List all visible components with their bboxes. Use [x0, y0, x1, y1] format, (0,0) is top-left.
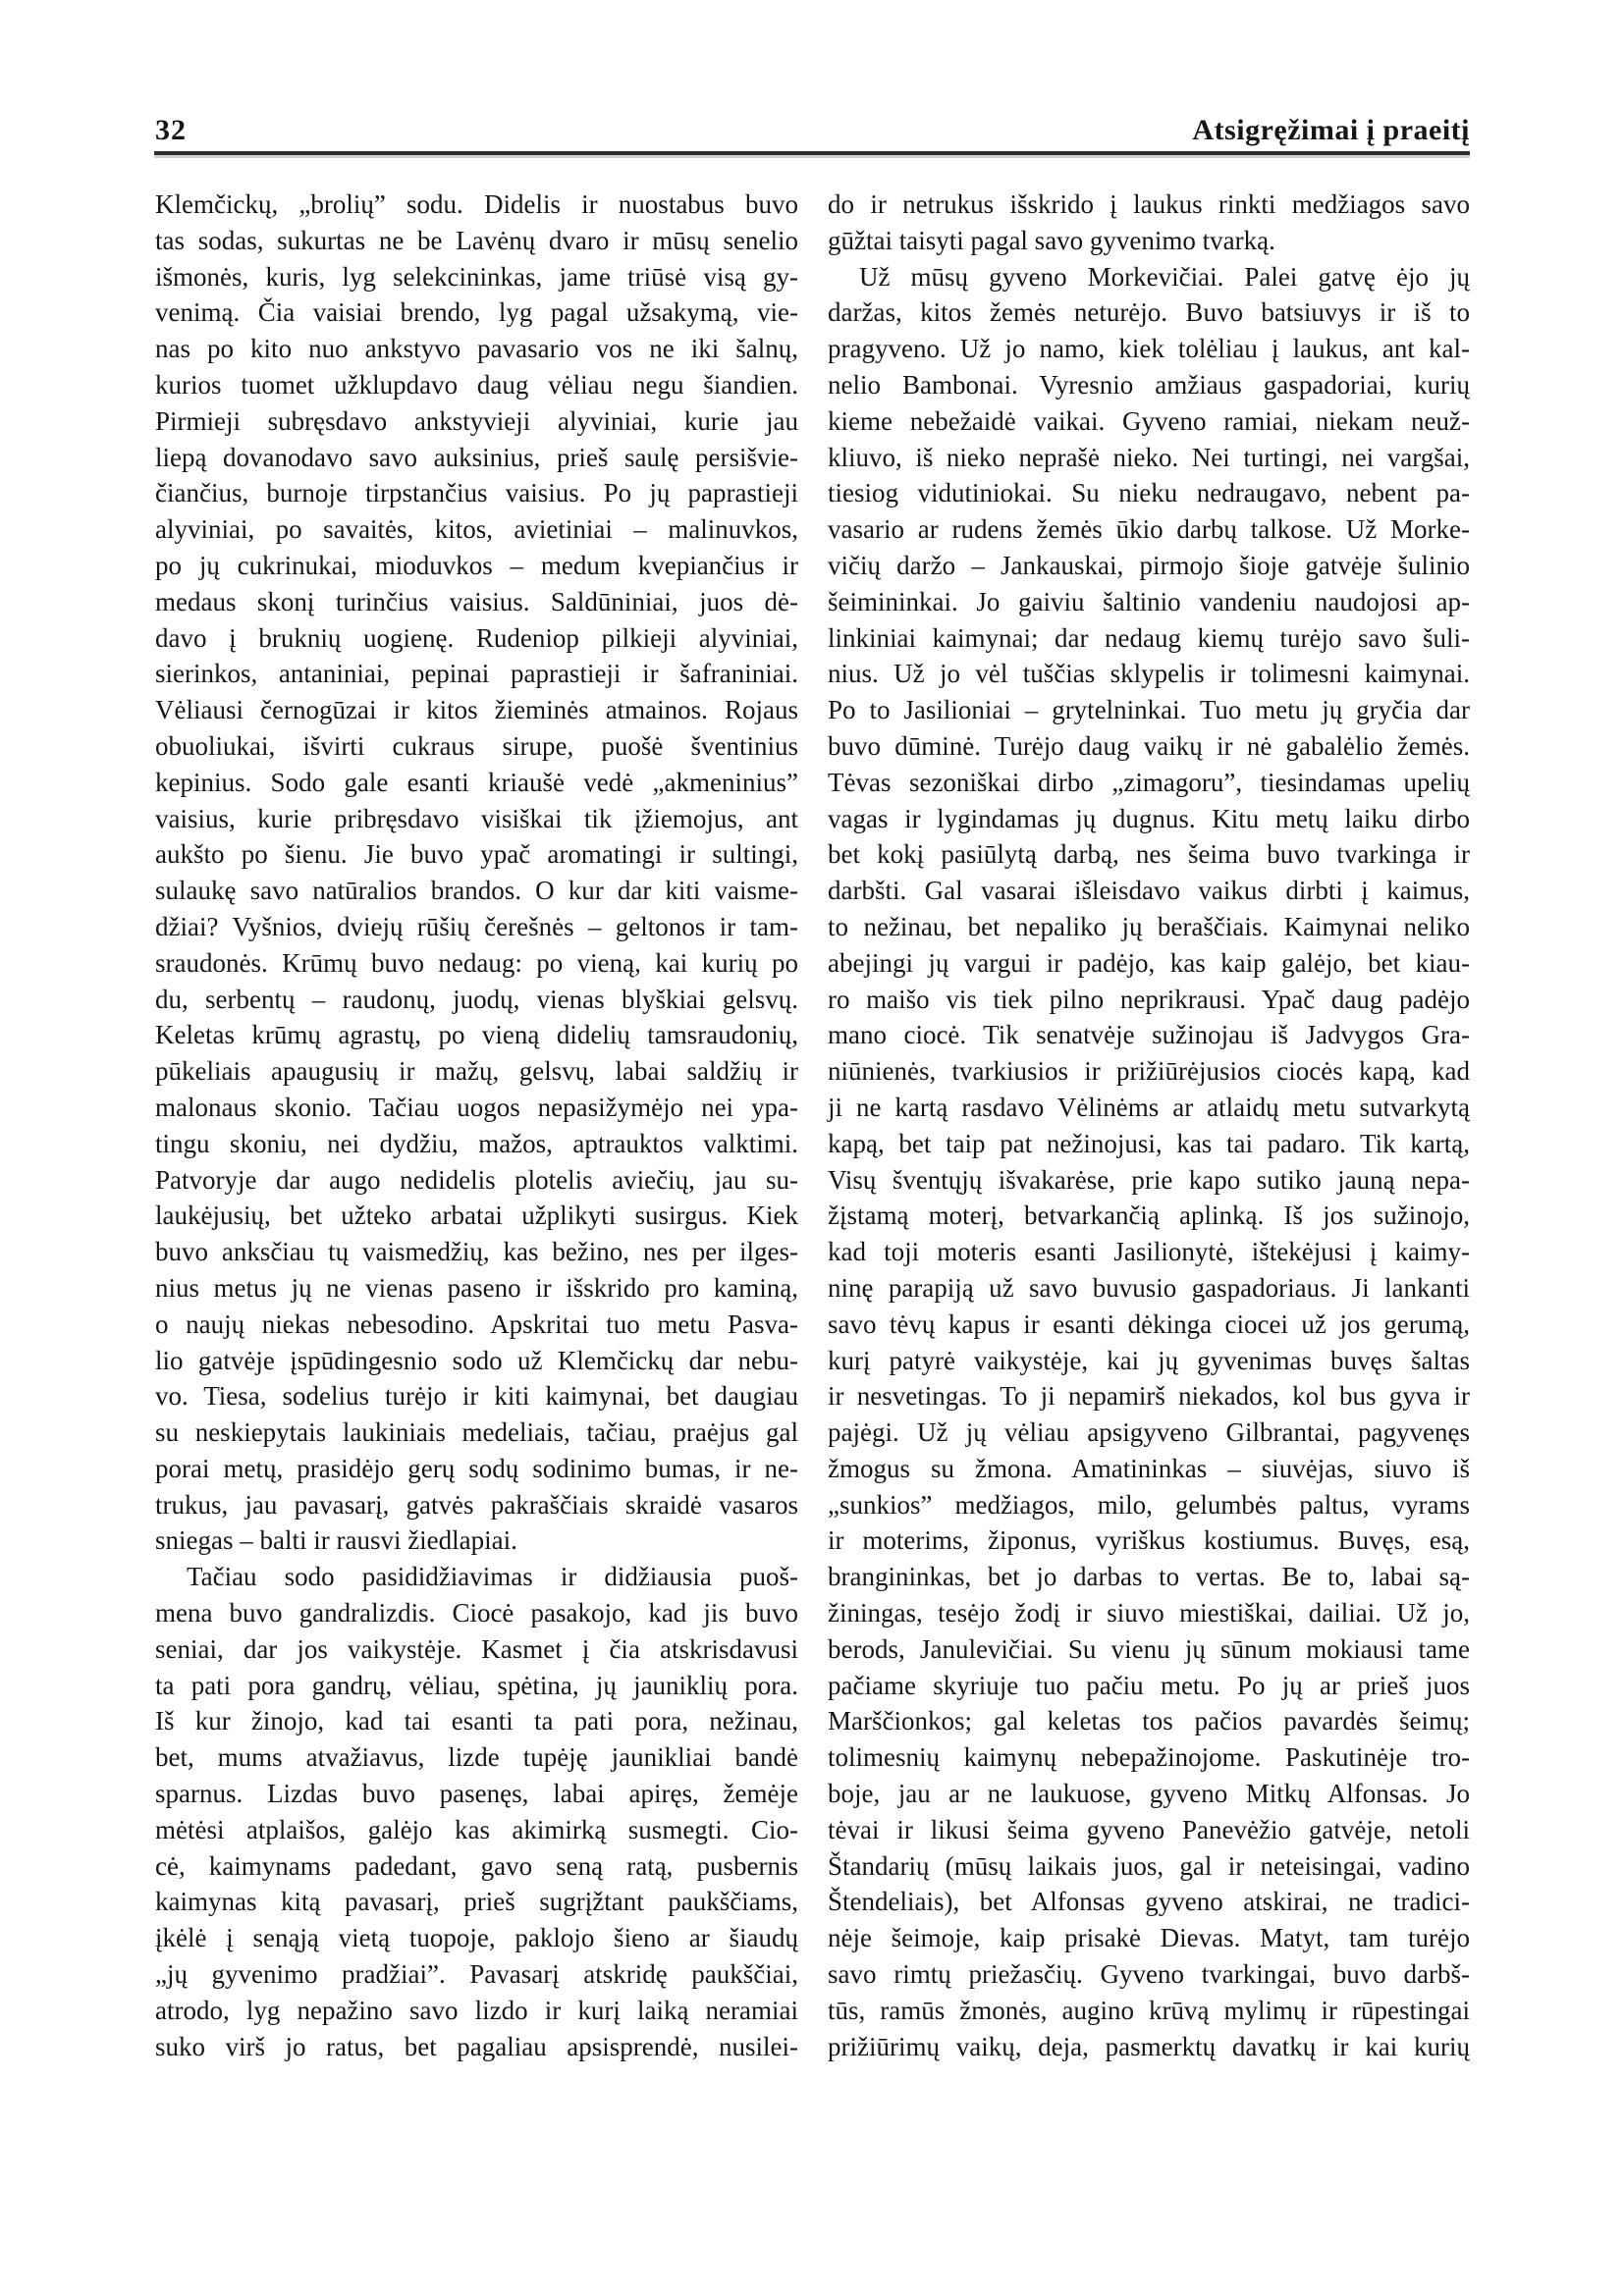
text-line: kliuvo, iš nieko neprašė nieko. Nei turtingi, nei vargšai, [828, 442, 1470, 472]
text-line: „jų gyvenimo pradžiai”. Pavasarį atskridę paukščiai, [155, 1959, 798, 1990]
text-line: žmogus su žmona. Amatininkas – siuvėjas, siuvo iš [828, 1453, 1470, 1483]
text-line: Vėliausi černogūzai ir kitos žieminės atmainos. Rojaus [155, 695, 798, 725]
text-line: to nežinau, bet nepaliko jų beraščiais. Kaimynai neliko [828, 911, 1470, 941]
text-line: du, serbentų – raudonų, juodų, vienas blyškiai gelsvų. [155, 984, 798, 1014]
text-line: su neskiepytais laukiniais medeliais, tačiau, praėjus gal [155, 1417, 798, 1448]
text-line: žįstamą moterį, betvarkančią aplinką. Iš jos sužinojo, [828, 1201, 1470, 1231]
text-line: Patvoryje dar augo nedidelis plotelis aviečių, jau su- [155, 1164, 798, 1195]
text-line: nas po kito nuo ankstyvo pavasario vos ne iki šalnų, [155, 334, 798, 364]
text-line: Štandarių (mūsų laikais juos, gal ir neteisingai, vadino [828, 1850, 1470, 1881]
text-line: išmonės, kuris, lyg selekcininkas, jame triūsė visą gy- [155, 261, 798, 292]
text-line: tiesiog vidutiniokai. Su nieku nedraugavo, nebent pa- [828, 478, 1470, 508]
text-line: sparnus. Lizdas buvo pasenęs, labai apiręs, žemėje [155, 1779, 798, 1809]
text-line: o naujų niekas nebesodino. Apskritai tuo metu Pasva- [155, 1308, 798, 1339]
text-line: kieme nebežaidė vaikai. Gyveno ramiai, niekam neuž- [828, 405, 1470, 436]
text-line: medaus skonį turinčius vaisius. Saldūniniai, juos dė- [155, 586, 798, 616]
text-line: nelio Bambonai. Vyresnio amžiaus gaspadoriai, kurių [828, 369, 1470, 400]
text-line: įkėlė į senąją vietą tuopoje, paklojo šieno ar šiaudų [155, 1923, 798, 1953]
text-line: Marščionkos; gal keletas tos pačios pavardės šeimų; [828, 1706, 1470, 1736]
text-line: pūkeliais apaugusių ir mažų, gelsvų, labai saldžių ir [155, 1056, 798, 1087]
text-line: „sunkios” medžiagos, milo, gelumbės paltus, vyrams [828, 1489, 1470, 1520]
text-line: kapą, bet taip pat nežinojusi, kas tai padaro. Tik kartą, [828, 1128, 1470, 1158]
text-line: davo į bruknių uogienę. Rudeniop pilkieji alyviniai, [155, 622, 798, 653]
text-line: pragyveno. Už jo namo, kiek tolėliau į laukus, ant kal- [828, 334, 1470, 364]
text-line: Iš kur žinojo, kad tai esanti ta pati pora, nežinau, [155, 1706, 798, 1736]
text-line: Už mūsų gyveno Morkevičiai. Palei gatvę ėjo jų [859, 261, 1470, 292]
text-line: mėtėsi atplaišos, galėjo kas akimirką susmegti. Cio- [155, 1814, 798, 1844]
text-line: ji ne kartą rasdavo Vėlinėms ar atlaidų metu sutvarkytą [828, 1092, 1470, 1122]
text-line: trukus, jau pavasarį, gatvės pakraščiais skraidė vasaros [155, 1489, 798, 1520]
text-line: Visų šventųjų išvakarėse, prie kapo sutiko jauną nepa- [828, 1164, 1470, 1195]
text-line: mena buvo gandralizdis. Ciocė pasakojo, kad jis buvo [155, 1598, 798, 1629]
text-line: suko virš jo ratus, bet pagaliau apsisprendė, nusilei- [155, 2031, 798, 2061]
text-line: seniai, dar jos vaikystėje. Kasmet į čia atskrisdavusi [155, 1633, 798, 1664]
text-column-right [828, 187, 1470, 2064]
text-line: mano ciocė. Tik senatvėje sužinojau iš Jadvygos Gra- [828, 1020, 1470, 1050]
page-header [155, 116, 1470, 145]
text-column-left [155, 187, 798, 2064]
text-line: tolimesnių kaimynų nebepažinojome. Paskutinėje tro- [828, 1742, 1470, 1773]
text-columns [155, 187, 1470, 2064]
text-line: ro maišo vis tiek pilno neprikrausi. Ypač daug padėjo [828, 984, 1470, 1014]
running-header-title: Atsigręžimai į praeitį [1192, 114, 1470, 146]
text-line: savo tėvų kapus ir esanti dėkinga ciocei už jos gerumą, [828, 1308, 1470, 1339]
text-line: gūžtai taisyti pagal savo gyvenimo tvarką. [828, 225, 1275, 255]
text-line: ir moterims, žiponus, vyriškus kostiumus. Buvęs, esą, [828, 1525, 1470, 1556]
text-line: kaimynas kitą pavasarį, prieš sugrįžtant paukščiams, [155, 1887, 798, 1917]
text-line: daržas, kitos žemės neturėjo. Buvo batsiuvys ir iš to [828, 297, 1470, 328]
text-line: Tačiau sodo pasididžiavimas ir didžiausia puoš- [187, 1562, 798, 1592]
text-line: sierinkos, antaniniai, pepinai paprastieji ir šafraniniai. [155, 659, 798, 689]
text-line: čiančius, burnoje tirpstančius vaisius. Po jų paprastieji [155, 478, 798, 508]
text-line: alyviniai, po savaitės, kitos, avietiniai – malinuvkos, [155, 514, 798, 545]
text-line: niūnienės, tvarkiusios ir prižiūrėjusios ciocės kapą, kad [828, 1056, 1470, 1087]
text-line: cė, kaimynams padedant, gavo seną ratą, pusbernis [155, 1850, 798, 1881]
text-line: do ir netrukus išskrido į laukus rinkti medžiagos savo [828, 189, 1470, 219]
text-line: nėje šeimoje, kaip prisakė Dievas. Matyt, tam turėjo [828, 1923, 1470, 1953]
text-line: sulaukę savo natūralios brandos. O kur dar kiti vaisme- [155, 876, 798, 906]
text-line: Pirmieji subręsdavo ankstyvieji alyviniai, kurie jau [155, 405, 798, 436]
text-line: ta pati pora gandrų, vėliau, spėtina, jų jauniklių pora. [155, 1670, 798, 1700]
text-line: Tėvas sezoniškai dirbo „zimagoru”, tiesindamas upelių [828, 767, 1470, 797]
text-line: buvo anksčiau tų vaismedžių, kas bežino, nes per ilges- [155, 1237, 798, 1267]
text-line: bet kokį pasiūlytą darbą, nes šeima buvo tvarkinga ir [828, 839, 1470, 870]
text-line: vičių daržo – Jankauskai, pirmojo šioje gatvėje šulinio [828, 550, 1470, 580]
text-line: tas sodas, sukurtas ne be Lavėnų dvaro ir mūsų senelio [155, 225, 798, 255]
text-line: atrodo, lyg nepažino savo lizdo ir kurį laiką neramiai [155, 1995, 798, 2025]
text-line: kad toji moteris esanti Jasilionytė, ištekėjusi į kaimy- [828, 1237, 1470, 1267]
text-line: po jų cukrinukai, mioduvkos – medum kvepiančius ir [155, 550, 798, 580]
text-line: ninę parapiją už savo buvusio gaspadoriaus. Ji lankanti [828, 1272, 1470, 1303]
text-line: vagas ir lygindamas jų dugnus. Kitu metų laiku dirbo [828, 803, 1470, 833]
text-line: berods, Janulevičiai. Su vienu jų sūnum mokiausi tame [828, 1633, 1470, 1664]
text-line: vasario ar rudens žemės ūkio darbų talkose. Už Morke- [828, 514, 1470, 545]
text-line: abejingi jų vargui ir padėjo, kas kaip galėjo, bet kiau- [828, 947, 1470, 978]
text-line: nius. Už jo vėl tuščias sklypelis ir tolimesni kaimynai. [828, 659, 1470, 689]
text-line: brangininkas, bet jo darbas to vertas. Be to, labai są- [828, 1562, 1470, 1592]
text-line: sniegas – balti ir rausvi žiedlapiai. [155, 1525, 517, 1556]
text-line: kepinius. Sodo gale esanti kriaušė vedė „akmeninius” [155, 767, 798, 797]
text-line: Štendeliais), bet Alfonsas gyveno atskirai, ne tradici- [828, 1887, 1470, 1917]
text-line: porai metų, prasidėjo gerų sodų sodinimo bumas, ir ne- [155, 1453, 798, 1483]
text-line: laukėjusių, bet užteko arbatai užplikyti susirgus. Kiek [155, 1201, 798, 1231]
text-line: liepą dovanodavo savo auksinius, prieš saulę persišvie- [155, 442, 798, 472]
text-line: malonaus skonio. Tačiau uogos nepasižymėjo nei ypa- [155, 1092, 798, 1122]
text-line: darbšti. Gal vasarai išleisdavo vaikus dirbti į kaimus, [828, 876, 1470, 906]
text-line: pačiame skyriuje tuo pačiu metu. Po jų ar prieš juos [828, 1670, 1470, 1700]
text-line: savo rimtų priežasčių. Gyveno tvarkingai, buvo darbš- [828, 1959, 1470, 1990]
text-line: Po to Jasilioniai – grytelninkai. Tuo metu jų gryčia dar [828, 695, 1470, 725]
text-line: boje, jau ar ne laukuose, gyveno Mitkų Alfonsas. Jo [828, 1779, 1470, 1809]
text-line: tėvai ir likusi šeima gyveno Panevėžio gatvėje, netoli [828, 1814, 1470, 1844]
text-line: Keletas krūmų agrastų, po vieną didelių tamsraudonių, [155, 1020, 798, 1050]
text-line: tingu skoniu, nei dydžiu, mažos, aptrauktos valktimi. [155, 1128, 798, 1158]
text-line: tūs, ramūs žmonės, augino krūvą mylimų ir rūpestingai [828, 1995, 1470, 2025]
text-line: aukšto po šienu. Jie buvo ypač aromatingi ir sultingi, [155, 839, 798, 870]
text-line: linkiniai kaimynai; dar nedaug kiemų turėjo savo šuli- [828, 622, 1470, 653]
text-line: Klemčickų, „brolių” sodu. Didelis ir nuostabus buvo [155, 189, 798, 219]
text-line: ir nesvetingas. To ji nepamirš niekados, kol bus gyva ir [828, 1381, 1470, 1412]
text-line: lio gatvėje įspūdingesnio sodo už Klemčickų dar nebu- [155, 1345, 798, 1375]
text-line: džiai? Vyšnios, dviejų rūšių čerešnės – geltonos ir tam- [155, 911, 798, 941]
text-line: šeimininkai. Jo gaiviu šaltinio vandeniu naudojosi ap- [828, 586, 1470, 616]
text-line: pajėgi. Už jų vėliau apsigyveno Gilbrantai, pagyvenęs [828, 1417, 1470, 1448]
text-line: kurios tuomet užklupdavo daug vėliau negu šiandien. [155, 369, 798, 400]
header-rule [154, 151, 1470, 155]
text-line: prižiūrimų vaikų, deja, pasmerktų davatkų ir kai kurių [828, 2031, 1470, 2061]
text-line: vaisius, kurie pribręsdavo visiškai tik įžiemojus, ant [155, 803, 798, 833]
text-line: buvo dūminė. Turėjo daug vaikų ir nė gabalėlio žemės. [828, 730, 1470, 761]
text-line: venimą. Čia vaisiai brendo, lyg pagal užsakymą, vie- [155, 297, 798, 328]
page-number: 32 [155, 114, 187, 146]
text-line: obuoliukai, išvirti cukraus sirupe, puošė šventinius [155, 730, 798, 761]
text-line: nius metus jų ne vienas paseno ir išskrido pro kaminą, [155, 1272, 798, 1303]
text-line: vo. Tiesa, sodelius turėjo ir kiti kaimynai, bet daugiau [155, 1381, 798, 1412]
text-line: sraudonės. Krūmų buvo nedaug: po vieną, kai kurių po [155, 947, 798, 978]
text-line: kurį patyrė vaikystėje, kai jų gyvenimas buvęs šaltas [828, 1345, 1470, 1375]
text-line: žiningas, tesėjo žodį ir siuvo miestiškai, dailiai. Už jo, [828, 1598, 1470, 1629]
text-line: bet, mums atvažiavus, lizde tupėję jaunikliai bandė [155, 1742, 798, 1773]
